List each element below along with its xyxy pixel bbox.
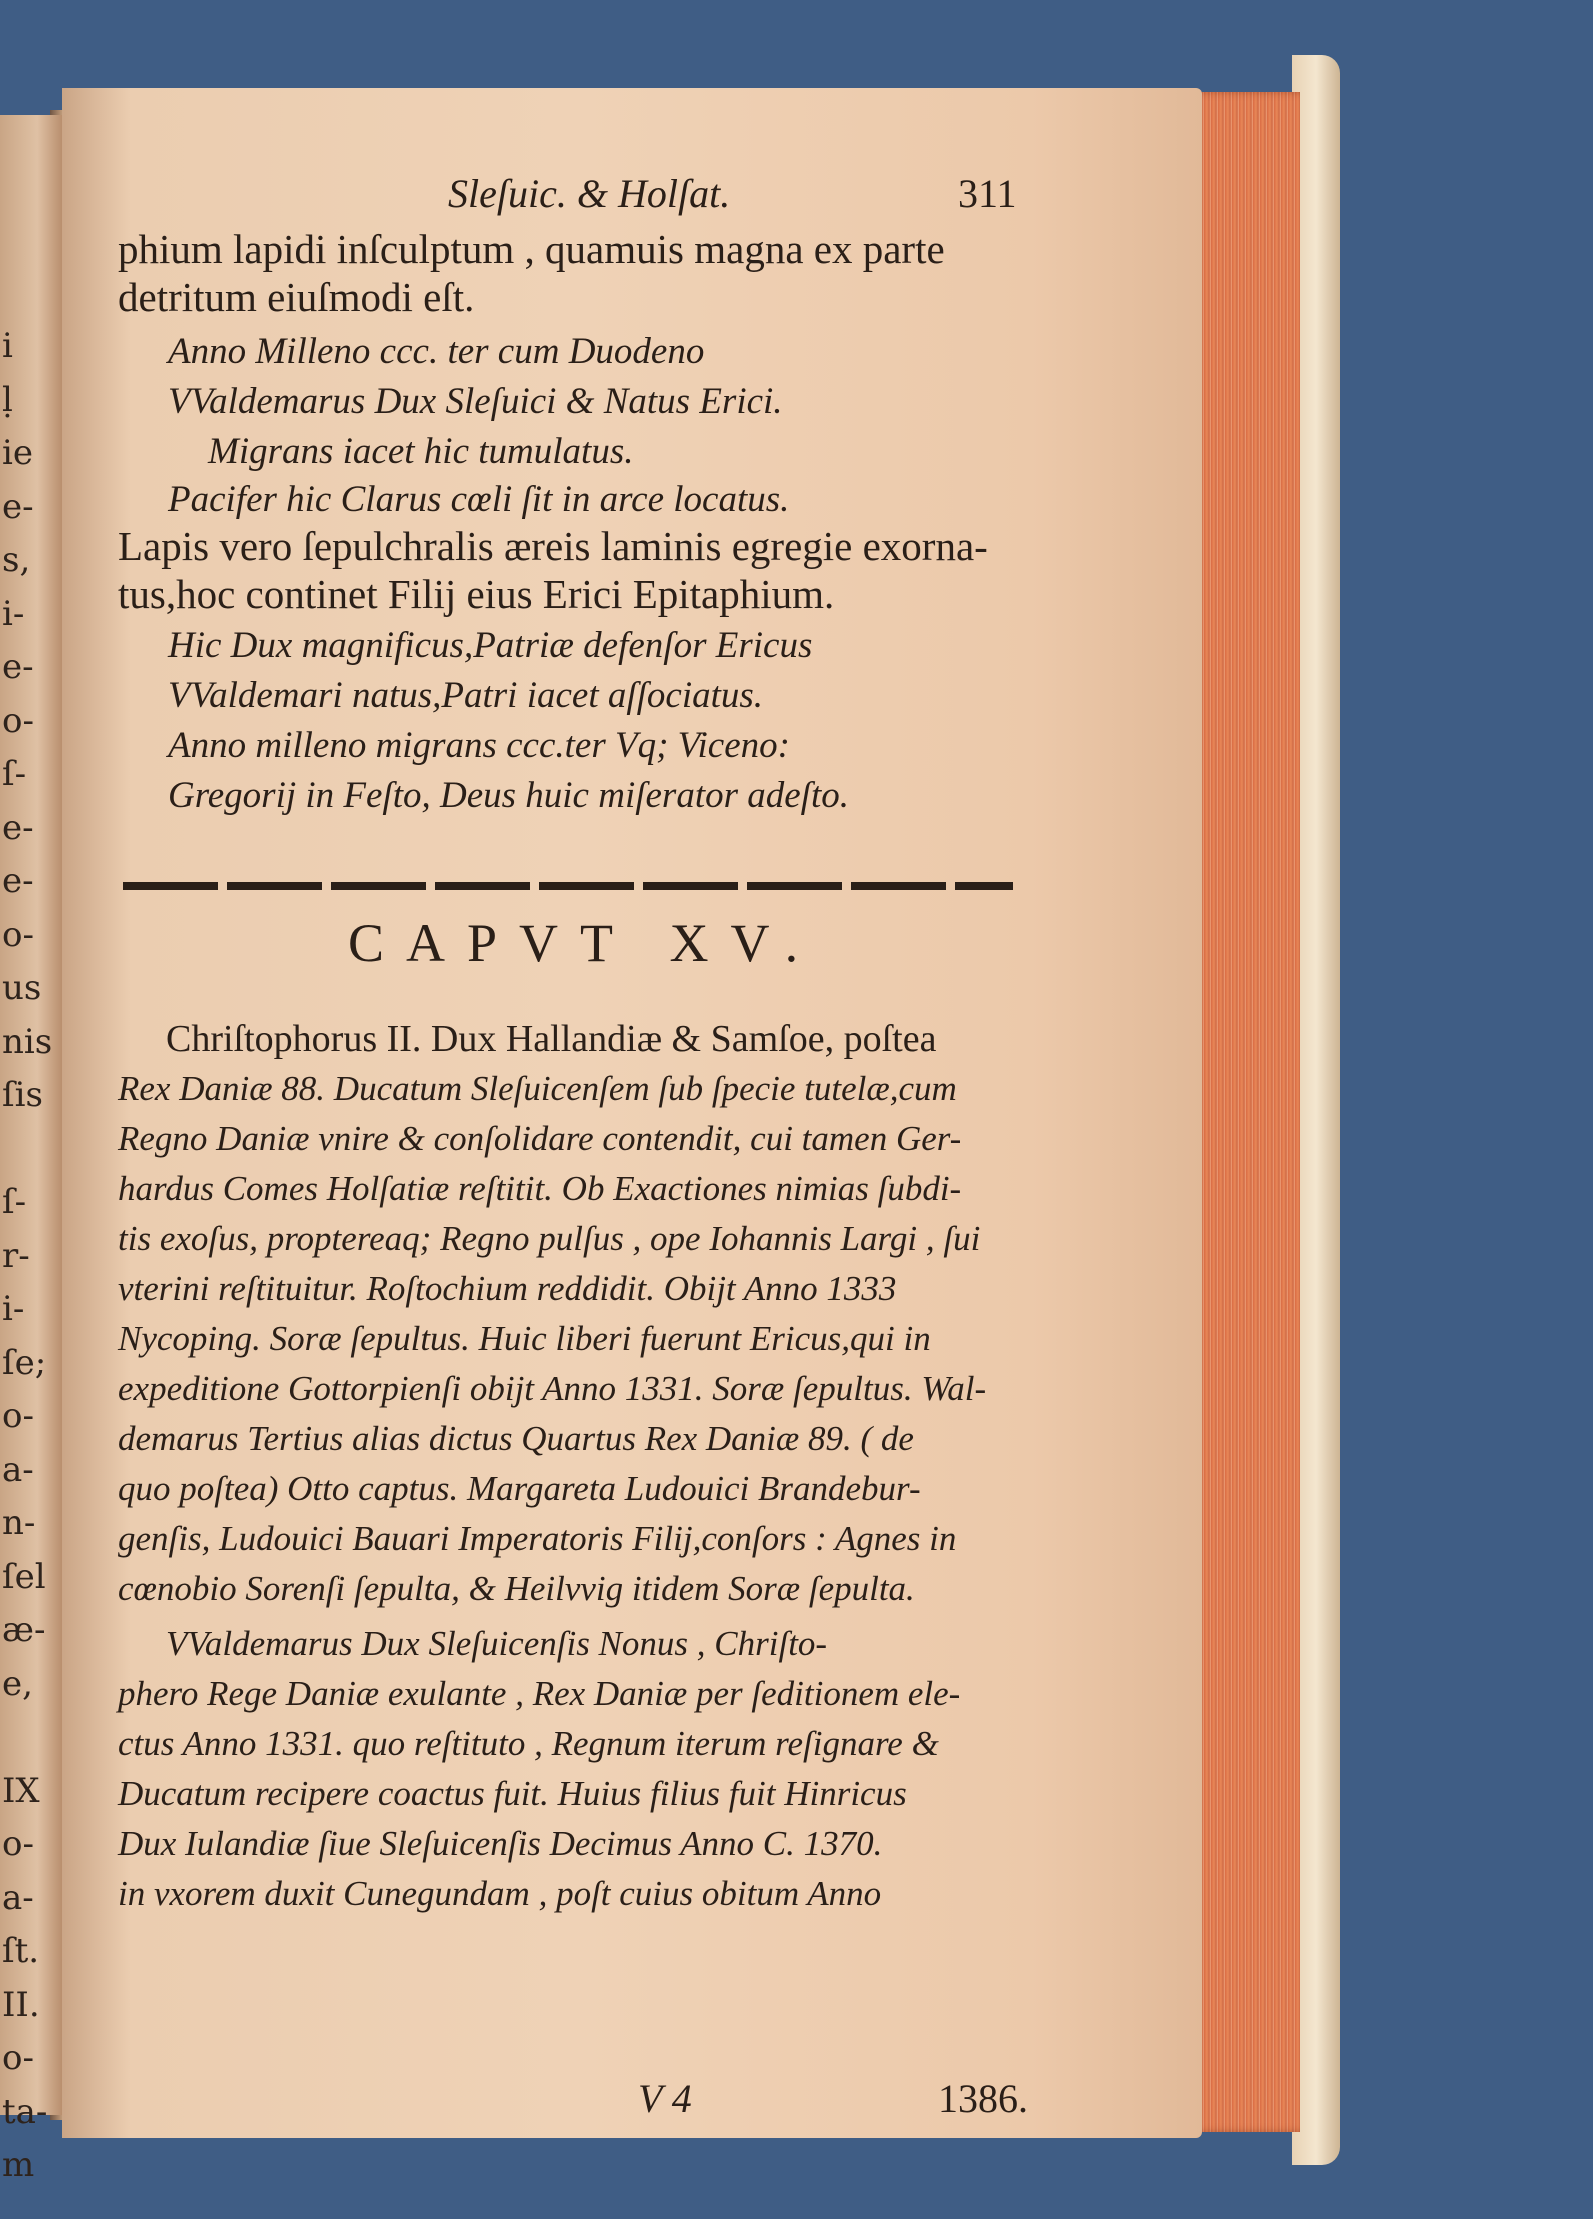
text-line: phium lapidi inſculptum , quamuis magna ex parte: [118, 226, 945, 272]
body-line: VValdemarus Dux Sleſuicenſis Nonus , Chriſto-: [166, 1624, 828, 1663]
body-line: demarus Tertius alias dictus Quartus Rex Daniæ 89. ( de: [118, 1419, 914, 1458]
epitaph-line: VValdemarus Dux Sleſuici & Natus Erici.: [168, 381, 783, 422]
epitaph-line: Anno milleno migrans ccc.ter Vq; Viceno:: [168, 725, 790, 766]
body-line: tis exoſus, proptereaq; Regno pulſus , ope Iohannis Largi , ſui: [118, 1219, 981, 1258]
body-line: Nycoping. Soræ ſepultus. Huic liberi fuerunt Ericus,qui in: [118, 1319, 931, 1358]
catchword: 1386.: [938, 2076, 1028, 2121]
section-rule: [123, 882, 1013, 890]
body-line: Rex Daniæ 88. Ducatum Sleſuicenſem ſub ſpecie tutelæ,cum: [118, 1069, 957, 1108]
body-line: vterini reſtituitur. Roſtochium reddidit. Obijt Anno 1333: [118, 1269, 897, 1308]
body-line: ctus Anno 1331. quo reſtituto , Regnum iterum reſignare &: [118, 1724, 939, 1763]
text-line: tus,hoc continet Filij eius Erici Epitaphium.: [118, 571, 835, 617]
body-line: cœnobio Sorenſi ſepulta, & Heilvvig itidem Soræ ſepulta.: [118, 1569, 915, 1608]
chapter-heading: CAPVT XV.: [348, 913, 821, 973]
epitaph-line: VValdemari natus,Patri iacet aſſociatus.: [168, 675, 764, 716]
body-line: genſis, Ludouici Bauari Imperatoris Filij,conſors : Agnes in: [118, 1519, 957, 1558]
text-line: detritum eiuſmodi eſt.: [118, 274, 475, 320]
text-line: Lapis vero ſepulchralis æreis laminis egregie exorna-: [118, 523, 988, 569]
epitaph-line: Gregorij in Feſto, Deus huic miſerator adeſto.: [168, 775, 849, 816]
epitaph-line: Migrans iacet hic tumulatus.: [208, 431, 634, 472]
left-page-margin-text: i ḷ ie e- s, i- e- o- ſ- e- e- o- us nis ſis ſ- r- i- ſe; o- a- n- ſel æ- e, IX o- a- ſt. II. o- ta- m: [2, 326, 53, 2185]
body-line: in vxorem duxit Cunegundam , poſt cuius obitum Anno: [118, 1874, 882, 1913]
body-line: Regno Daniæ vnire & conſolidare contendit, cui tamen Ger-: [118, 1119, 962, 1158]
page-fore-edge: [1190, 92, 1300, 2132]
running-head: Sleſuic. & Holſat.: [448, 171, 731, 216]
page-number: 311: [958, 171, 1017, 216]
epitaph-line: Hic Dux magnificus,Patriæ defenſor Ericus: [168, 625, 813, 666]
body-line: Dux Iulandiæ ſiue Sleſuicenſis Decimus Anno C. 1370.: [118, 1824, 883, 1863]
left-page-edge: [0, 115, 62, 2185]
body-line: expeditione Gottorpienſi obijt Anno 1331. Soræ ſepultus. Wal-: [118, 1369, 987, 1408]
body-line: hardus Comes Holſatiæ reſtitit. Ob Exactiones nimias ſubdi-: [118, 1169, 962, 1208]
body-line: Chriſtophorus II. Dux Hallandiæ & Samſoe, poſtea: [166, 1018, 937, 1060]
epitaph-line: Pacifer hic Clarus cœli ſit in arce locatus.: [168, 479, 790, 520]
signature-mark: V 4: [638, 2076, 692, 2121]
body-line: Ducatum recipere coactus fuit. Huius filius fuit Hinricus: [118, 1774, 907, 1813]
body-line: quo poſtea) Otto captus. Margareta Ludouici Brandebur-: [118, 1469, 921, 1508]
body-line: phero Rege Daniæ exulante , Rex Daniæ per ſeditionem ele-: [118, 1674, 961, 1713]
epitaph-line: Anno Milleno ccc. ter cum Duodeno: [168, 331, 705, 372]
